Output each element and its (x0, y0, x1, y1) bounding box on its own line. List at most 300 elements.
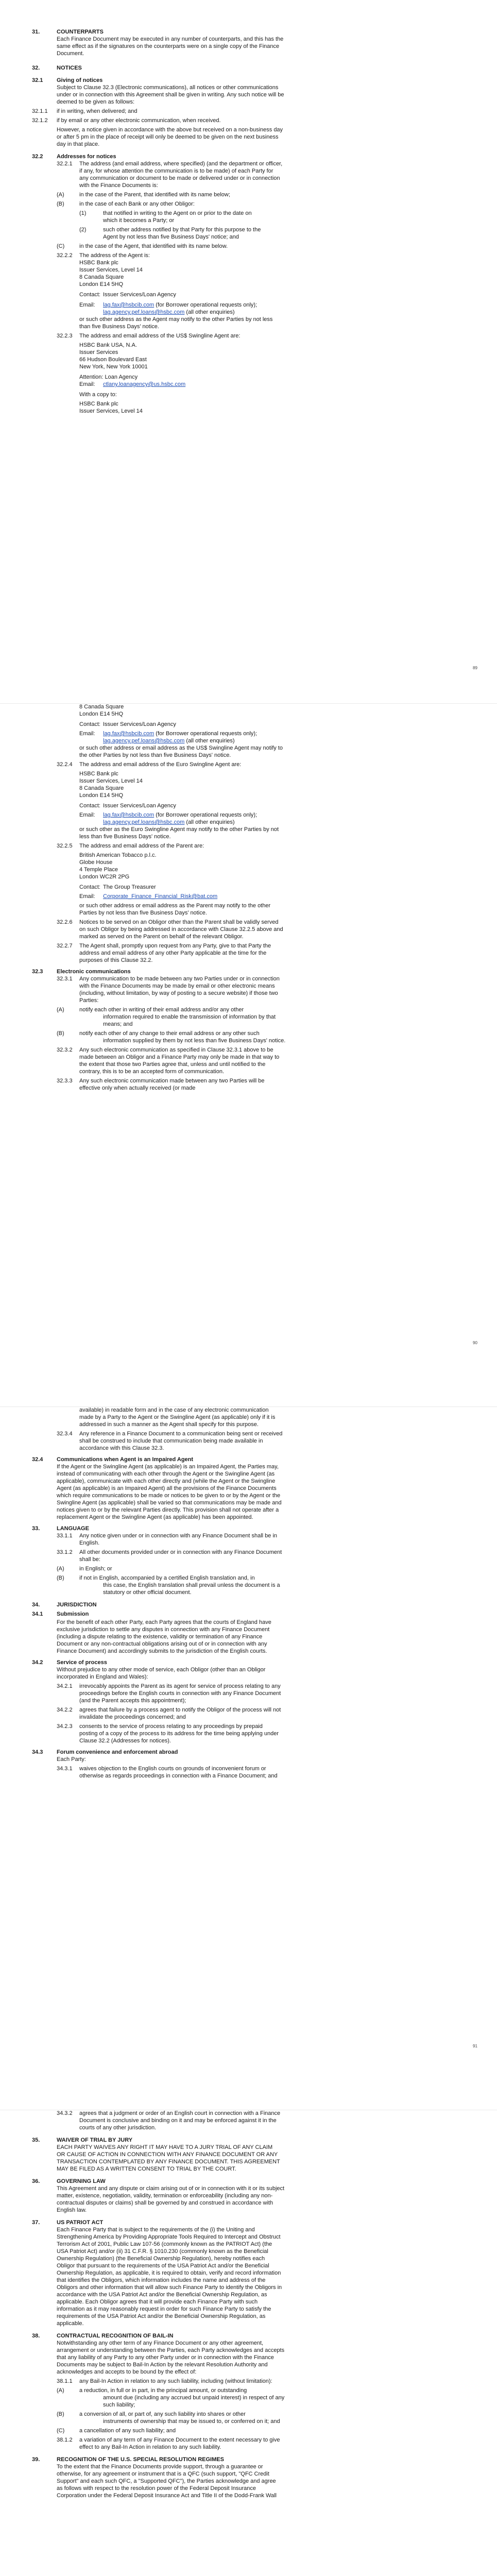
section-heading: US PATRIOT ACT (57, 2219, 104, 2226)
body-text: a cancellation of any such liability; and (79, 2428, 176, 2434)
text-line (79, 2124, 156, 2131)
text-line (79, 1532, 277, 1539)
text-line (103, 2418, 280, 2425)
text-line (103, 2401, 135, 2409)
field-label: Email: (79, 302, 95, 308)
text-line (79, 2436, 280, 2444)
body-text: Issuer Services (79, 349, 118, 355)
clause-number: 32.2.3 (57, 333, 73, 339)
section-heading: COUNTERPARTS (57, 29, 104, 35)
text-line (103, 1013, 276, 1021)
clause-number: 34. (32, 1602, 40, 1608)
body-text: a reduction, in full or in part, in the principal amount, or outstanding (79, 2387, 247, 2394)
body-text: contractual disputes or claims) shall be governed by and construed in accordance with (57, 2200, 273, 2206)
text-line (57, 2158, 280, 2165)
body-text: Attention: Loan Agency (79, 374, 138, 380)
text-line (57, 2277, 265, 2284)
body-text: TRANSACTION CONTEMPLATED BY ANY FINANCE DOCUMENT. THIS AGREEMENT (57, 2159, 280, 2165)
body-text: New York, New York 10001 (79, 364, 148, 370)
body-text: instruments of ownership that may be issued to, or conferred on it; and (103, 2418, 280, 2425)
clause-number: 33. (32, 1526, 40, 1532)
clause-number: 32.1 (32, 77, 43, 83)
clause-number: 32.2.2 (57, 252, 73, 259)
body-text: same effect as if the signatures on the counterparts were on a single copy of the Finance (57, 43, 280, 49)
text-line (79, 2411, 246, 2418)
clause-number: (C) (57, 2428, 65, 2434)
section-heading: Addresses for notices (57, 154, 116, 160)
body-text: MAY BE FILED AS A WRITTEN CONSENT TO TRIAL BY THE COURT. (57, 2166, 236, 2172)
body-text: shall be: (79, 1556, 100, 1563)
section-heading: JURISDICTION (57, 1602, 97, 1608)
text-line (79, 1556, 100, 1563)
body-text: as follows with respect to the resolution power of the Federal Deposit Insurance (57, 2485, 256, 2492)
clause-number: 33.1.2 (57, 1549, 73, 1555)
field-label: Email: (79, 893, 95, 900)
body-text: arrangement or understanding between the Parties, each Party acknowledges and accepts (57, 2347, 285, 2353)
text-line (57, 108, 138, 115)
text-line (79, 990, 278, 997)
text-line (57, 1456, 193, 1463)
text-line (79, 1683, 281, 1690)
body-text: which it becomes a Party; or (103, 217, 175, 224)
text-line (79, 842, 204, 850)
text-line (57, 1633, 262, 1640)
text-line (79, 826, 279, 833)
body-text: 8 Canada Square (79, 274, 124, 280)
body-text: or such other address or email address as the US$ Swingline Agent may notify to (79, 745, 283, 751)
text-line (79, 761, 241, 768)
text-line (79, 902, 270, 909)
clause-number: (B) (57, 1030, 64, 1037)
text-line (57, 43, 279, 50)
text-line (57, 2192, 272, 2199)
text-line (57, 117, 221, 124)
body-text: Clause 32.2 (Addresses for notices). (79, 1738, 171, 1744)
clause-number: 34.2.3 (57, 1723, 73, 1730)
text-line (79, 1406, 268, 1414)
body-text: a variation of any term of any Finance Document to the extent necessary to give (79, 2437, 280, 2443)
body-text: This Agreement and any dispute or claim arising out of or in connection with it or its subject (57, 2185, 285, 2192)
text-line (103, 233, 239, 241)
section-heading: Submission (57, 1611, 89, 1617)
body-text: Obligors and other information that will allow such Finance Party to identify the Obligors in (57, 2284, 282, 2291)
body-text: Issuer Services/Loan Agency (103, 292, 176, 298)
text-line (79, 1714, 186, 1721)
field-label: Contact: (79, 884, 100, 890)
text-line (79, 703, 124, 710)
body-text: 66 Hudson Boulevard East (79, 357, 147, 363)
text-line (79, 342, 137, 349)
text-line (103, 737, 235, 744)
clause-number: (A) (57, 1007, 64, 1013)
body-text: For the benefit of each other Party, each Party agrees that the courts of England have (57, 1619, 271, 1625)
text-line (57, 2262, 269, 2269)
body-text: Documents may be subject to Bail-In Action by the relevant Resolution Authority and (57, 2362, 268, 2368)
body-text: British American Tobacco p.l.c. (79, 852, 157, 858)
text-line (57, 1478, 275, 1485)
clause-number: (C) (57, 243, 65, 249)
body-text: than five Business Days' notice. (79, 324, 159, 330)
body-text: that identifies the Obligors, which information includes the name and address of the (57, 2277, 266, 2283)
body-text: requirements of the USA Patriot Act and/or the Beneficial Ownership Regulation, as (57, 2313, 266, 2319)
body-text: Any such electronic communication as specified in Clause 32.3.1 above to be (79, 1047, 273, 1053)
body-text: (all other enquiries) (184, 738, 235, 744)
body-text: shall be construed to include that communication being made available in (79, 1438, 263, 1444)
body-text: Issuer Services, Level 14 (79, 778, 143, 784)
text-line (79, 785, 124, 792)
text-line (57, 64, 82, 72)
body-text: if in writing, when delivered; and (57, 108, 138, 114)
text-line (57, 2485, 256, 2492)
body-text: Terrorism Act of 2001, Public Law 107-56 (commonly known as the PATRIOT Act) (the (57, 2241, 272, 2247)
section-heading: WAIVER OF TRIAL BY JURY (57, 2137, 133, 2143)
text-line (57, 1659, 107, 1666)
text-line (79, 1046, 273, 1054)
text-line (103, 226, 261, 233)
body-text: day in that place. (57, 141, 100, 147)
text-line (79, 252, 150, 259)
text-line (79, 997, 98, 1004)
text-line (79, 859, 112, 866)
body-text: less than five Business Days' notice. (79, 834, 171, 840)
body-text: (all other enquiries) (184, 819, 235, 825)
text-line (79, 1730, 279, 1737)
section-heading: Service of process (57, 1659, 107, 1666)
body-text: Ownership Regulation) (the Beneficial Ownership Regulation), hereby notifies each (57, 2256, 265, 2262)
body-text: statutory or other official document. (103, 1589, 192, 1596)
text-line (57, 2347, 284, 2354)
text-line (103, 301, 257, 309)
text-line (79, 1445, 164, 1452)
text-line (103, 884, 156, 891)
email-link[interactable]: lag.agency.pef.loans@hsbc.com (103, 738, 185, 744)
section-heading: Electronic communications (57, 969, 131, 975)
text-line (79, 982, 275, 990)
body-text: such liability; (103, 2402, 135, 2408)
text-line (79, 1414, 275, 1421)
body-text: accordance with the USA Patriot Act and/or the Beneficial Ownership Regulation, as (57, 2292, 267, 2298)
body-text: any communication or document to be made or delivered under or in connection (79, 175, 280, 181)
text-line (79, 1054, 279, 1061)
text-line (79, 1549, 282, 1556)
body-text: USA Patriot Act) and/or (ii) 31 C.F.R. § 1010.230 (commonly known as the Beneficial (57, 2248, 268, 2255)
body-text: the extent that those two Parties agree that, unless and until notified to the (79, 1061, 266, 1067)
field-label: Email: (79, 812, 95, 818)
text-line (79, 160, 282, 167)
body-text: Finance Document) and accordingly submits to the jurisdiction of the English courts. (57, 1648, 267, 1654)
text-line (57, 1506, 279, 1514)
text-line (79, 975, 280, 982)
text-line (57, 1648, 267, 1655)
text-line (57, 28, 104, 36)
text-line (57, 2368, 196, 2376)
page-number: 89 (473, 666, 477, 670)
text-line (57, 2478, 276, 2485)
text-line (57, 2470, 269, 2478)
text-line (79, 408, 143, 415)
body-text: effective only when actually received (or made (79, 1085, 196, 1091)
body-text: with the Finance Documents is: (79, 182, 158, 189)
body-text: (including, without limitation, by way of posting to a secure website) if those two (79, 990, 278, 996)
text-line (79, 909, 207, 917)
text-line (103, 721, 176, 728)
body-text: Corporation under the Federal Deposit Insurance Act and Title II of the Dodd-Frank Wall (57, 2493, 277, 2499)
email-link[interactable]: lag.fax@hsbcib.com (103, 302, 155, 308)
body-text: 8 Canada Square (79, 704, 124, 710)
text-line (57, 1611, 89, 1618)
body-text: Globe House (79, 859, 113, 866)
text-line (57, 126, 283, 133)
text-line (79, 400, 118, 408)
email-link[interactable]: lag.fax@hsbcib.com (103, 812, 155, 818)
clause-number: (B) (57, 201, 64, 207)
body-text: amount due (including any accrued but unpaid interest) in respect of any (103, 2395, 285, 2401)
body-text: London E14 5HQ (79, 792, 124, 799)
clause-number: 32.2.5 (57, 843, 73, 849)
text-line (57, 2269, 281, 2277)
text-line (79, 374, 138, 381)
body-text: Ownership Regulation, as applicable, it is required to obtain, verify and record information (57, 2270, 281, 2276)
body-text: Each Finance Document may be executed in any number of counterparts, and this has the (57, 36, 284, 42)
body-text: Document is conclusive and binding on it and may be enforced against it in the (79, 2117, 277, 2124)
text-line (79, 243, 228, 250)
text-line (79, 1565, 112, 1572)
email-link[interactable]: ctlany.loanagency@us.hsbc.com (103, 381, 186, 387)
clause-number: 38.1.1 (57, 2378, 73, 2384)
text-line (57, 2207, 87, 2214)
clause-number: 37. (32, 2219, 40, 2226)
text-line (79, 323, 159, 330)
text-line (79, 1437, 263, 1445)
clause-number: 34.2.1 (57, 1683, 73, 1689)
page-separator (0, 703, 497, 704)
text-line (103, 893, 217, 900)
clause-number: 38. (32, 2333, 40, 2339)
clause-number: 32.3 (32, 969, 43, 975)
body-text: exclusive jurisdiction to settle any disputes in connection with any Finance Document (57, 1626, 270, 1633)
body-text: Issuer Services, Level 14 (79, 408, 143, 414)
text-line (57, 1463, 279, 1470)
text-line (57, 2456, 224, 2463)
text-line (103, 811, 257, 819)
body-text: agrees that a judgment or order of an English court in connection with a Finance (79, 2110, 281, 2116)
body-text: applicable. Each Obligor agrees that it will provide each Finance Party with such (57, 2299, 258, 2305)
body-text: address and email address of any other Party applicable at the time for the (79, 950, 267, 956)
section-heading: Giving of notices (57, 77, 103, 83)
clause-number: (A) (57, 1566, 64, 1572)
body-text: effect to any Bail-In Action in relation to any such liability. (79, 2444, 221, 2450)
clause-number: 32.2.6 (57, 919, 73, 925)
body-text: Parties by not less than five Business Days' notice. (79, 910, 207, 916)
clause-number: 32.4 (32, 1456, 43, 1463)
text-line (103, 2394, 284, 2401)
text-line (79, 2427, 176, 2434)
text-line (79, 391, 117, 398)
body-text: Issuer Services/Loan Agency (103, 721, 176, 727)
body-text: Each Party: (57, 1756, 86, 1762)
clause-number: 39. (32, 2456, 40, 2463)
text-line (57, 968, 131, 975)
body-text: this case, the English translation shall prevail unless the document is a (103, 1582, 280, 1588)
text-line (57, 2199, 273, 2207)
page-number: 91 (473, 2044, 477, 2048)
body-text: consents to the service of process relating to any proceedings by prepaid (79, 1723, 263, 1730)
text-line (57, 2248, 268, 2255)
text-line (79, 2444, 221, 2451)
body-text: Issuer Services/Loan Agency (103, 803, 176, 809)
text-line (79, 710, 123, 718)
body-text: made by a Party to the Agent or the Swingline Agent (as applicable) only if it is (79, 1414, 276, 1420)
clause-number: 34.1 (32, 1611, 43, 1617)
text-line (79, 281, 123, 288)
body-text: irrevocably appoints the Parent as its agent for service of process relating to any (79, 1683, 281, 1689)
body-text: with the Finance Documents may be made by email or other electronic means (79, 983, 275, 989)
text-line (57, 1525, 89, 1532)
section-heading: Forum convenience and enforcement abroad (57, 1749, 178, 1755)
body-text: (for Borrower operational requests only); (154, 302, 258, 308)
clause-number: 32.2.7 (57, 943, 73, 949)
body-text: The address (and email address, where specified) (and the department or officer, (79, 161, 283, 167)
clause-number: 32.3.1 (57, 976, 73, 982)
body-text: contrary, this is to be an accepted form of communication. (79, 1069, 225, 1075)
body-text: notify each other of any change to their email address or any other such (79, 1030, 260, 1037)
text-line (79, 266, 143, 274)
body-text: Parties: (79, 997, 99, 1004)
text-line (57, 84, 278, 91)
clause-number: 36. (32, 2178, 40, 2184)
body-text: acknowledges and accepts to be bound by the effect of: (57, 2369, 197, 2375)
body-text: OR CAUSE OF ACTION IN CONNECTION WITH ANY FINANCE DOCUMENT OR ANY (57, 2151, 278, 2158)
body-text: HSBC Bank plc (79, 401, 118, 407)
body-text: or after 5 pm in the place of receipt will only be deemed to be given on the next business (57, 134, 279, 140)
section-heading: GOVERNING LAW (57, 2178, 106, 2184)
text-line (79, 2117, 277, 2124)
body-text: marked as served on the Parent on behalf of the relevant Obligor. (79, 934, 244, 940)
body-text: HSBC Bank plc (79, 771, 118, 777)
body-text: The Group Treasurer (103, 884, 156, 890)
body-text: in the case of the Parent, that identified with its name below; (79, 192, 230, 198)
text-line (57, 2340, 263, 2347)
clause-number: 32.2.4 (57, 761, 73, 768)
text-line (57, 2185, 284, 2192)
body-text: Support" and each such QFC, a "Supported QFC"), the Parties acknowledge and agree (57, 2478, 276, 2484)
body-text: However, a notice given in accordance with the above but received on a non-business day (57, 127, 283, 133)
text-line (57, 1470, 275, 1478)
text-line (79, 274, 124, 281)
text-line (103, 819, 235, 826)
body-text: in the case of each Bank or any other Obligor: (79, 201, 195, 207)
body-text: or such other as the Euro Swingline Agent may notify to the other Parties by not (79, 826, 279, 833)
text-line (79, 182, 158, 189)
text-line (79, 950, 266, 957)
body-text: otherwise as regards proceedings in connection with a Finance Document; and (79, 1773, 278, 1779)
text-line (79, 167, 273, 175)
text-line (57, 2332, 174, 2340)
text-line (79, 1690, 281, 1697)
body-text: (for Borrower operational requests only); (154, 812, 258, 818)
text-line (57, 77, 102, 84)
body-text: Agent by not less than five Business Days' notice; and (103, 234, 239, 240)
text-line (57, 153, 116, 160)
body-text: made between an Obligor and a Finance Party may only be made in that way to (79, 1054, 280, 1060)
clause-number: 32.2.1 (57, 161, 73, 167)
field-label: Contact: (79, 803, 100, 809)
body-text: notices given to or by the relevant Parties directly. This provision shall not operate after a (57, 1507, 279, 1513)
text-line (103, 210, 252, 217)
body-text: Any notice given under or in connection with any Finance Document shall be in (79, 1533, 278, 1539)
clause-number: 32.2 (32, 154, 43, 160)
body-text: London E14 5HQ (79, 711, 124, 717)
email-link[interactable]: lag.agency.pef.loans@hsbc.com (103, 309, 185, 315)
body-text: the other Parties by not less than five Business Days' notice. (79, 752, 231, 758)
text-line (79, 770, 118, 777)
body-text: or such other address or email address as the Parent may notify to the other (79, 903, 271, 909)
body-text: matter, existence, negotiation, validity, termination or enforceability (including any non- (57, 2193, 273, 2199)
body-text: Document. (57, 50, 84, 57)
body-text: applicable. (57, 2320, 84, 2327)
field-label: Email: (79, 731, 95, 737)
body-text: (for Borrower operational requests only); (154, 731, 258, 737)
body-text: The address and email address of the Parent are: (79, 843, 204, 849)
text-line (79, 175, 280, 182)
section-heading: NOTICES (57, 65, 82, 71)
body-text: English. (79, 1540, 100, 1546)
body-text: HSBC Bank USA, N.A. (79, 342, 137, 348)
body-text: information as it may reasonably request in order for such Finance Party to satisfy the (57, 2306, 271, 2312)
email-link[interactable]: lag.agency.pef.loans@hsbc.com (103, 819, 185, 825)
body-text: under or in connection with this Agreement shall be given in writing. Any such notice will be (57, 92, 284, 98)
text-line (103, 730, 257, 737)
text-line (79, 926, 283, 933)
text-line (79, 792, 123, 799)
text-line (57, 141, 99, 148)
field-label: Email: (79, 381, 95, 387)
body-text: Swingline Agent (as applicable) shall be varied so that communications may be made and (57, 1500, 282, 1506)
text-line (79, 1772, 278, 1780)
text-line (57, 36, 283, 43)
email-link[interactable]: Corporate_Finance_Financial_Risk@bat.com (103, 893, 218, 900)
text-line (57, 1749, 178, 1756)
body-text: information required to enable the transmission of information by that (103, 1014, 276, 1020)
body-text: notify each other in writing of their email address and/or any other (79, 1007, 244, 1013)
text-line (57, 1666, 265, 1673)
text-line (79, 933, 244, 940)
text-line (79, 363, 148, 370)
text-line (79, 1765, 266, 1772)
text-line (57, 2291, 267, 2298)
clause-number: 32.1.2 (32, 117, 48, 124)
body-text: All other documents provided under or in connection with any Finance Document (79, 1549, 282, 1555)
clause-number: (1) (79, 210, 87, 216)
email-link[interactable]: lag.fax@hsbcib.com (103, 731, 155, 737)
body-text: which require communications to be made or notices to be given to or by the Agent or the (57, 1493, 281, 1499)
text-line (79, 752, 231, 759)
body-text: means; and (103, 1021, 133, 1027)
text-line (57, 2255, 265, 2262)
text-line (57, 2306, 271, 2313)
text-line (103, 291, 176, 298)
body-text: If the Agent or the Swingline Agent (as applicable) is an Impaired Agent, the Parties may, (57, 1464, 279, 1470)
body-text: such other address notified by that Party for this purpose to the (103, 227, 261, 233)
text-line (57, 2219, 103, 2226)
body-text: if by email or any other electronic communication, when received. (57, 117, 221, 124)
text-line (57, 1619, 271, 1626)
text-line (79, 744, 283, 752)
body-text: that notified in writing to the Agent on or prior to the date on (103, 210, 252, 216)
body-text: if not in English, accompanied by a certified English translation and, in (79, 1575, 255, 1581)
body-text: replacement Agent or the Swingline Agent (as applicable) has been appointed. (57, 1514, 253, 1520)
text-line (79, 942, 271, 950)
